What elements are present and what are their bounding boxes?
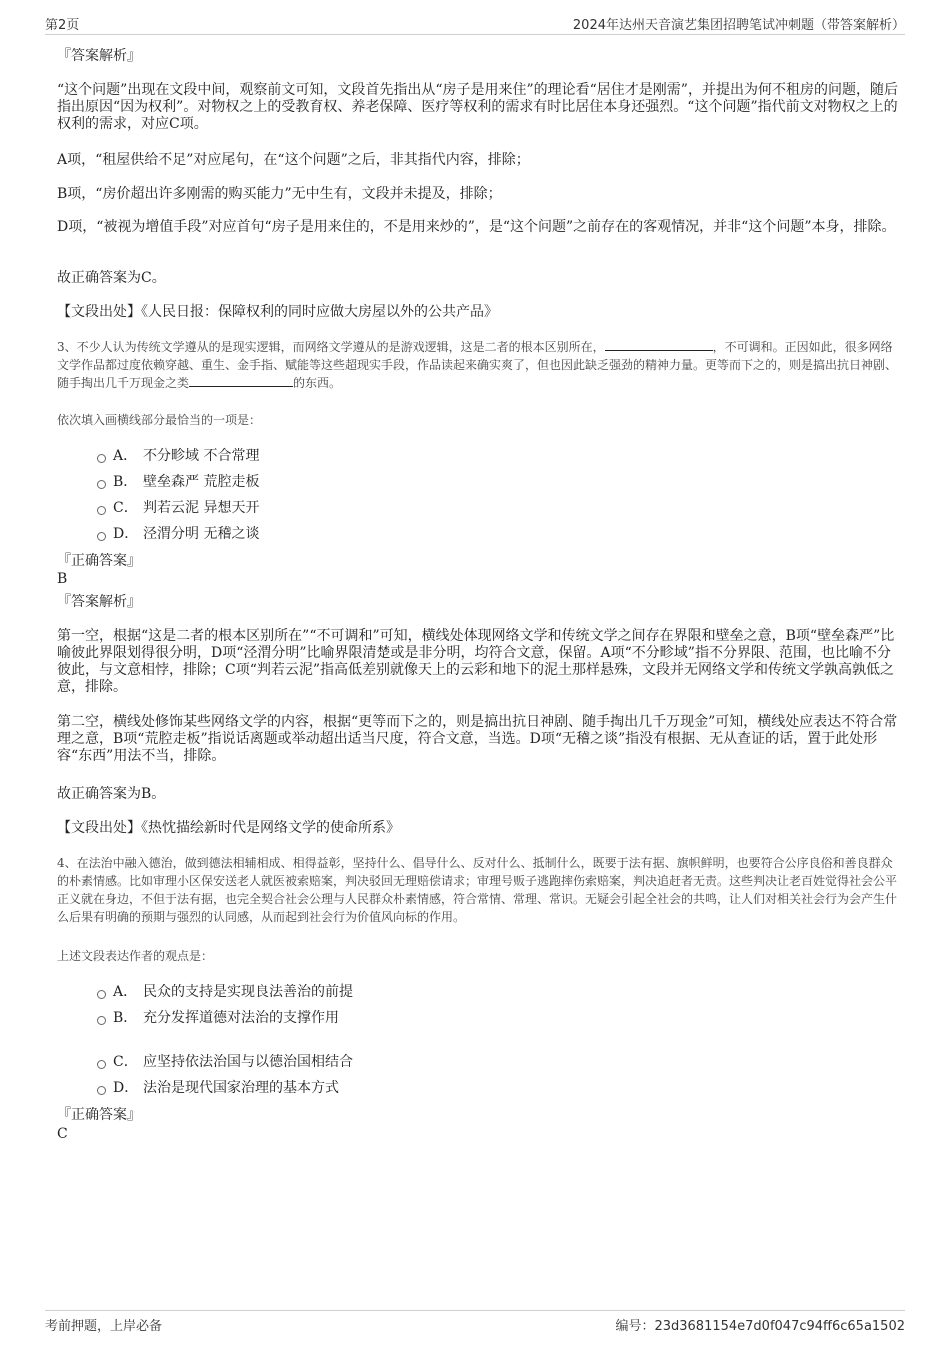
q2-analysis-option-a: A项，“租屋供给不足”对应尾句，在“这个问题”之后，非其指代内容，排除； bbox=[57, 152, 530, 168]
q3-option-d[interactable]: D． 泾渭分明 无稽之谈 bbox=[97, 525, 259, 543]
radio-icon[interactable] bbox=[97, 990, 106, 999]
q3-option-a[interactable]: A． 不分畛域 不合常理 bbox=[97, 447, 259, 465]
q3-stem-part1: 3、不少人认为传统文学遵从的是现实逻辑，而网络文学遵从的是游戏逻辑，这是二者的根本区别所在， bbox=[57, 340, 605, 354]
radio-icon[interactable] bbox=[97, 1016, 106, 1025]
radio-icon[interactable] bbox=[97, 454, 106, 463]
q2-conclusion: 故正确答案为C。 bbox=[57, 270, 166, 286]
q2-analysis-label: 『答案解析』 bbox=[57, 48, 141, 64]
q2-analysis-option-d: D项，“被视为增值手段”对应首句“房子是用来住的，不是用来炒的”，是“这个问题”之前存在的客观情况，并非“这个问题”本身，排除。 bbox=[57, 219, 896, 235]
page-number: 第2页 bbox=[45, 18, 80, 33]
q3-source: 【文段出处】《热忱描绘新时代是网络文学的使命所系》 bbox=[57, 820, 400, 836]
q2-analysis-paragraph: “这个问题”出现在文段中间，观察前文可知，文段首先指出从“房子是用来住”的理论看“居住才是刚需”，并提出为何不租房的问题，随后指出原因“因为权利”。对物权之上的受教育权、养老保障、医疗等权利的需求有时比居住本身还强烈。“这个问题”指代前文对物权之上的权利的需求，对应C项。 bbox=[57, 82, 898, 132]
radio-icon[interactable] bbox=[97, 506, 106, 515]
q4-option-a[interactable]: A． 民众的支持是实现良法善治的前提 bbox=[97, 983, 353, 1001]
q3-prompt: 依次填入画横线部分最恰当的一项是： bbox=[57, 413, 262, 427]
q4-option-d[interactable]: D． 法治是现代国家治理的基本方式 bbox=[97, 1079, 339, 1097]
q3-analysis-paragraph-1: 第一空，根据“这是二者的根本区别所在”“不可调和”可知，横线处体现网络文学和传统文学之间存在界限和壁垒之意，B项“壁垒森严”比喻彼此界限划得很分明，D项“泾渭分明”比喻界限清楚或是非分明，均符合文意，保留。A项“不分畛域”指不分界限、范围，也比喻不分彼此，与文意相悖，排除；C项“判若云泥”指高低差别就像天上的云彩和地下的泥土那样悬殊，文段并无网络文学和传统文学孰高孰低之意，排除。 bbox=[57, 628, 895, 695]
q4-option-b[interactable]: B． 充分发挥道德对法治的支撑作用 bbox=[97, 1009, 339, 1027]
q3-conclusion: 故正确答案为B。 bbox=[57, 786, 166, 802]
page-header bbox=[45, 10, 905, 35]
q3-stem-part2: ，不可调和。正因如此，很多网络文学作品都过度依赖穿越、重生、金手指、赋能等这些超现实手段，作品读起来确实爽了，但也因此缺乏强劲的精神力量。更等而下之的，则是搞出抗日神剧、随手掏出几千万现金之类 bbox=[57, 340, 898, 390]
q4-option-c[interactable]: C． 应坚持依法治国与以德治国相结合 bbox=[97, 1053, 353, 1071]
q2-analysis-option-b: B项，“房价超出许多刚需的购买能力”无中生有，文段并未提及，排除； bbox=[57, 186, 502, 202]
q4-answer: C bbox=[57, 1126, 68, 1142]
radio-icon[interactable] bbox=[97, 1060, 106, 1069]
q3-answer-label: 『正确答案』 bbox=[57, 553, 141, 569]
q3-analysis-paragraph-2: 第二空，横线处修饰某些网络文学的内容，根据“更等而下之的，则是搞出抗日神剧、随手掏出几千万现金”可知，横线处应表达不符合常理之意，B项“荒腔走板”指说话离题或举动超出适当尺度，符合文意，当选。D项“无稽之谈”指没有根据、无从查证的话，置于此处形容“东西”用法不当，排除。 bbox=[57, 714, 898, 764]
page-footer bbox=[45, 1310, 905, 1335]
radio-icon[interactable] bbox=[97, 480, 106, 489]
q3-option-b[interactable]: B． 壁垒森严 荒腔走板 bbox=[97, 473, 259, 491]
q3-analysis-label: 『答案解析』 bbox=[57, 594, 141, 610]
q4-prompt: 上述文段表达作者的观点是： bbox=[57, 949, 214, 963]
q3-blank-2 bbox=[189, 374, 293, 387]
q3-answer: B bbox=[57, 571, 68, 587]
q2-source: 【文段出处】《人民日报：保障权利的同时应做大房屋以外的公共产品》 bbox=[57, 304, 498, 320]
radio-icon[interactable] bbox=[97, 1086, 106, 1095]
document-code: 编号：23d3681154e7d0f047c94ff6c65a1502 bbox=[615, 1319, 905, 1334]
q4-answer-label: 『正确答案』 bbox=[57, 1107, 141, 1123]
q3-option-c[interactable]: C． 判若云泥 异想天开 bbox=[97, 499, 259, 517]
q3-stem-part3: 的东西。 bbox=[293, 376, 342, 390]
radio-icon[interactable] bbox=[97, 532, 106, 541]
footer-slogan: 考前押题，上岸必备 bbox=[45, 1319, 163, 1334]
q4-stem: 4、在法治中融入德治，做到德法相辅相成、相得益彰，坚持什么、倡导什么、反对什么、抵制什么，既要于法有据、旗帜鲜明，也要符合公序良俗和善良群众的朴素情感。比如审理小区保安送老人就医被索赔案，判决驳回无理赔偿请求；审理号贩子逃跑摔伤索赔案，判决追赶者无责。这些判决让老百姓觉得社会公平正义就在身边，不但于法有据，也完全契合社会公理与人民群众朴素情感，符合常情、常理、常识。无疑会引起全社会的共鸣，让人们对相关社会行为会产生什么后果有明确的预期与强烈的认同感，从而起到社会行为价值风向标的作用。 bbox=[57, 856, 898, 924]
document-title: 2024年达州天音演艺集团招聘笔试冲刺题（带答案解析） bbox=[572, 18, 905, 33]
q3-blank-1 bbox=[605, 338, 713, 351]
q3-stem bbox=[57, 338, 900, 392]
